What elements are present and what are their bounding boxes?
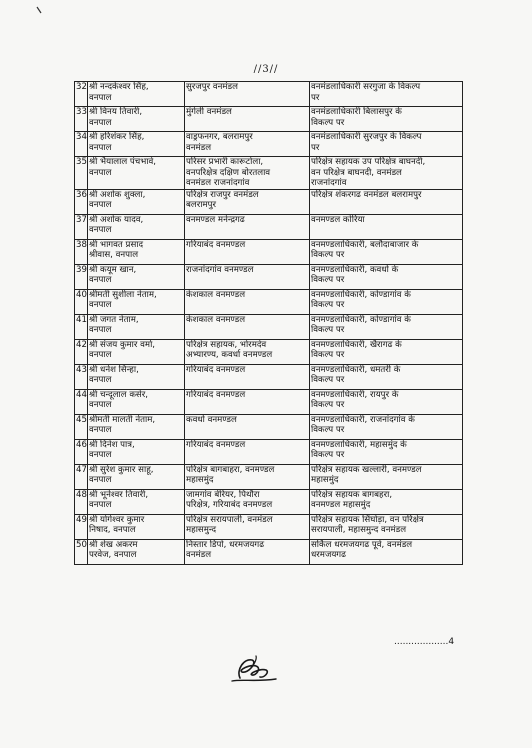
transfer-table bbox=[74, 81, 463, 565]
employee-name-cell: श्री भूनेश्वर तिवारी, वनपाल bbox=[88, 489, 185, 514]
table-row bbox=[75, 82, 463, 107]
additional-charge-cell: वनमण्डलाधिकारी, महासमुंद के विकल्प पर bbox=[310, 439, 463, 464]
employee-name-cell: श्री चन्दूलाल कसेर, वनपाल bbox=[88, 389, 185, 414]
employee-name-cell: श्री धनेश सिन्हा, वनपाल bbox=[88, 364, 185, 389]
table-row bbox=[75, 439, 463, 464]
serial-number-cell: 44 bbox=[75, 389, 88, 414]
table-row bbox=[75, 314, 463, 339]
employee-name-cell: श्री विनय तिवारी, वनपाल bbox=[88, 107, 185, 132]
table-row bbox=[75, 514, 463, 539]
serial-number-cell: 46 bbox=[75, 439, 88, 464]
additional-charge-cell: वनमण्डलाधिकारी, धमतरी के विकल्प पर bbox=[310, 364, 463, 389]
current-posting-cell: गरियाबंद वनमण्डल bbox=[185, 239, 310, 264]
additional-charge-cell: वनमण्डलाधिकारी, खैरागढ के विकल्प पर bbox=[310, 339, 463, 364]
employee-name-cell: श्री सुरेश कुमार साहू, वनपाल bbox=[88, 464, 185, 489]
employee-name-cell: श्री नन्दकेश्वर सिंह, वनपाल bbox=[88, 82, 185, 107]
employee-name-cell: श्री संजय कुमार वर्मा, वनपाल bbox=[88, 339, 185, 364]
table-row bbox=[75, 132, 463, 157]
serial-number-cell: 34 bbox=[75, 132, 88, 157]
employee-name-cell: श्रीमती मालती नेताम, वनपाल bbox=[88, 414, 185, 439]
additional-charge-cell: वनमंडलाधिकारी सुरजपुर के विकल्प पर bbox=[310, 132, 463, 157]
signature bbox=[226, 648, 282, 688]
additional-charge-cell: सर्किल धरमजयगढ पूर्व, वनमंडल धरमजयगढ bbox=[310, 539, 463, 564]
employee-name-cell: श्री अशोक शुक्ला, वनपाल bbox=[88, 189, 185, 214]
additional-charge-cell: वनमण्डलाधिकारी, बलौदाबाजार के विकल्प पर bbox=[310, 239, 463, 264]
current-posting-cell: राजनांदगांव वनमण्डल bbox=[185, 264, 310, 289]
current-posting-cell: गरियाबंद वनमण्डल bbox=[185, 364, 310, 389]
employee-name-cell: श्री शेख अकरम परवेज, वनपाल bbox=[88, 539, 185, 564]
serial-number-cell: 40 bbox=[75, 289, 88, 314]
serial-number-cell: 43 bbox=[75, 364, 88, 389]
current-posting-cell: परिसर प्रभारी कारूटोला, वनपरिक्षेत्र दक्षिण बोरतलाव वनमंडल राजनांदगांव bbox=[185, 157, 310, 190]
employee-name-cell: श्री जगत नेताम, वनपाल bbox=[88, 314, 185, 339]
table-row bbox=[75, 489, 463, 514]
serial-number-cell: 42 bbox=[75, 339, 88, 364]
table-row bbox=[75, 264, 463, 289]
table-row bbox=[75, 364, 463, 389]
employee-name-cell: श्री अशोक यादव, वनपाल bbox=[88, 214, 185, 239]
serial-number-cell: 47 bbox=[75, 464, 88, 489]
employee-name-cell: श्री भागवत प्रसाद श्रीवास, वनपाल bbox=[88, 239, 185, 264]
table-row bbox=[75, 414, 463, 439]
serial-number-cell: 48 bbox=[75, 489, 88, 514]
serial-number-cell: 39 bbox=[75, 264, 88, 289]
serial-number-cell: 38 bbox=[75, 239, 88, 264]
serial-number-cell: 33 bbox=[75, 107, 88, 132]
current-posting-cell: मुंगेली वनमंडल bbox=[185, 107, 310, 132]
serial-number-cell: 37 bbox=[75, 214, 88, 239]
additional-charge-cell: वनमण्डलाधिकारी, राजनांदगांव के विकल्प पर bbox=[310, 414, 463, 439]
additional-charge-cell: परिक्षेत्र सहायक उप परिक्षेत्र बाघनदी, वन परिक्षेत्र बाघनदी, वनमंडल राजनांदगांव bbox=[310, 157, 463, 190]
current-posting-cell: परिक्षेत्र सरायपाली, वनमंडल महासमुन्द bbox=[185, 514, 310, 539]
additional-charge-cell: वनमंडलाधिकारी बिलासपुर के विकल्प पर bbox=[310, 107, 463, 132]
table-row bbox=[75, 464, 463, 489]
serial-number-cell: 41 bbox=[75, 314, 88, 339]
employee-name-cell: श्री योगेश्वर कुमार निषाद, वनपाल bbox=[88, 514, 185, 539]
current-posting-cell: परिक्षेत्र राजपुर वनमंडल बलरामपुर bbox=[185, 189, 310, 214]
table-row bbox=[75, 539, 463, 564]
table-row bbox=[75, 107, 463, 132]
table-row bbox=[75, 214, 463, 239]
serial-number-cell: 45 bbox=[75, 414, 88, 439]
current-posting-cell: निस्तार डिपो, धरमजयगढ वनमंडल bbox=[185, 539, 310, 564]
table-row bbox=[75, 339, 463, 364]
table-row bbox=[75, 289, 463, 314]
employee-name-cell: श्री भैयालाल पंचभावे, वनपाल bbox=[88, 157, 185, 190]
additional-charge-cell: वनमंडलाधिकारी सरगुजा के विकल्प पर bbox=[310, 82, 463, 107]
additional-charge-cell: वनमण्डलाधिकारी, कवर्धा के विकल्प पर bbox=[310, 264, 463, 289]
employee-name-cell: श्री हरिशंकर सिंह, वनपाल bbox=[88, 132, 185, 157]
serial-number-cell: 49 bbox=[75, 514, 88, 539]
table-body bbox=[75, 82, 463, 565]
current-posting-cell: वनमण्डल मनेन्द्रगढ bbox=[185, 214, 310, 239]
additional-charge-cell: वनमण्डलाधिकारी, कोण्डागांव के विकल्प पर bbox=[310, 289, 463, 314]
serial-number-cell: 32 bbox=[75, 82, 88, 107]
additional-charge-cell: परिक्षेत्र सहायक खल्लारी, वनमण्डल महासमुंद bbox=[310, 464, 463, 489]
additional-charge-cell: परिक्षेत्र सहायक सिंघोड़ा, वन परिक्षेत्र सरायपाली, महासमुन्द वनमंडल bbox=[310, 514, 463, 539]
current-posting-cell: वाड्रफनगर, बलरामपुर वनमंडल bbox=[185, 132, 310, 157]
current-posting-cell: केशकाल वनमण्डल bbox=[185, 289, 310, 314]
additional-charge-cell: वनमण्डलाधिकारी, रायपुर के विकल्प पर bbox=[310, 389, 463, 414]
current-posting-cell: परिक्षेत्र सहायक, भोरमदेव अभ्यारण्य, कवर्धा वनमण्डल bbox=[185, 339, 310, 364]
employee-name-cell: श्री दिनेश पात्र, वनपाल bbox=[88, 439, 185, 464]
employee-name-cell: श्री कयूम खान, वनपाल bbox=[88, 264, 185, 289]
additional-charge-cell: परिक्षेत्र सहायक बागबहरा, वनमण्डल महासमुंद bbox=[310, 489, 463, 514]
current-posting-cell: परिक्षेत्र बागबाहरा, वनमण्डल महासमुंद bbox=[185, 464, 310, 489]
scan-mark bbox=[36, 6, 42, 14]
table-row bbox=[75, 389, 463, 414]
table-row bbox=[75, 239, 463, 264]
employee-name-cell: श्रीमती सुशीला नेताम, वनपाल bbox=[88, 289, 185, 314]
serial-number-cell: 35 bbox=[75, 157, 88, 190]
table-row bbox=[75, 157, 463, 190]
current-posting-cell: कवर्धा वनमण्डल bbox=[185, 414, 310, 439]
current-posting-cell: केशकाल वनमण्डल bbox=[185, 314, 310, 339]
page-number: //3// bbox=[253, 64, 279, 75]
serial-number-cell: 50 bbox=[75, 539, 88, 564]
current-posting-cell: सुरजपुर वनमंडल bbox=[185, 82, 310, 107]
additional-charge-cell: वनमण्डलाधिकारी, कोण्डागांव के विकल्प पर bbox=[310, 314, 463, 339]
current-posting-cell: गरियाबंद वनमण्डल bbox=[185, 439, 310, 464]
current-posting-cell: जामगांव बेरियर, पिथौरा परिक्षेत्र, गरियाबंद वनमण्डल bbox=[185, 489, 310, 514]
continuation-marker: ...................4 bbox=[394, 637, 455, 647]
additional-charge-cell: वनमण्डल कोरिया bbox=[310, 214, 463, 239]
additional-charge-cell: परिक्षेत्र शंकरगढ वनमंडल बलरामपुर bbox=[310, 189, 463, 214]
table-row bbox=[75, 189, 463, 214]
serial-number-cell: 36 bbox=[75, 189, 88, 214]
current-posting-cell: गरियाबंद वनमण्डल bbox=[185, 389, 310, 414]
